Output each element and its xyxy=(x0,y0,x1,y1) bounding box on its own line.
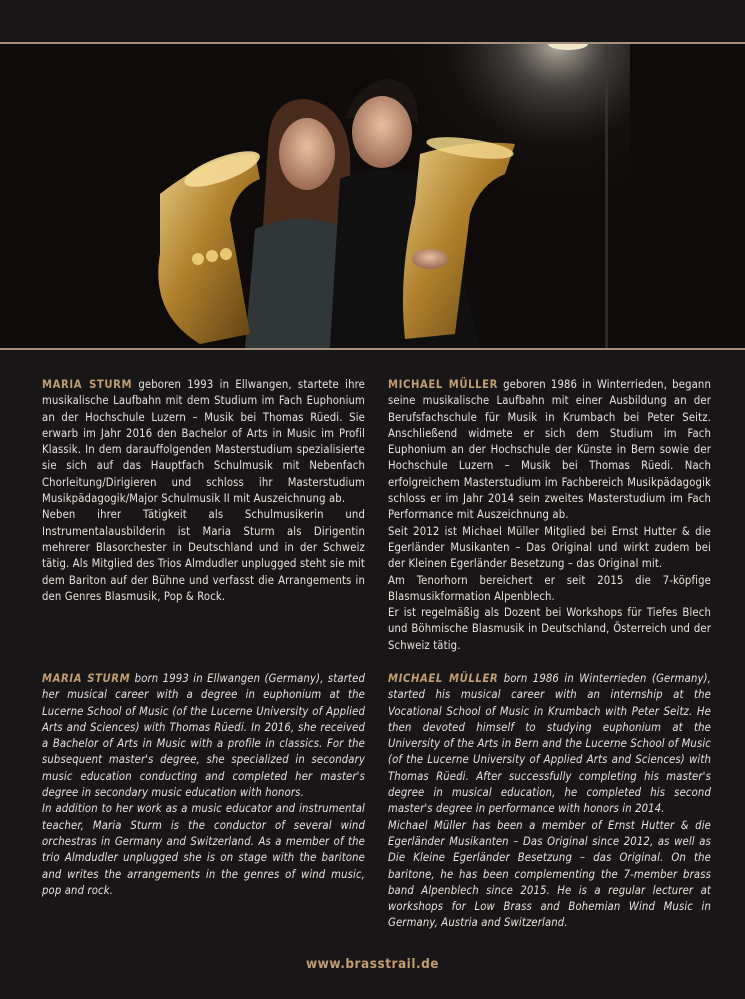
bio-paragraph: In addition to her work as a music educator and instrumental teacher, Maria Sturm is the conductor of several wind orchestras in Germany and Switzerland. As a member of the trio Almdudler unplugged she is on stage with the baritone and writes the arrangements in the genres of wind music, pop and rock. xyxy=(42,802,365,897)
bio-name: MICHAEL MÜLLER xyxy=(388,378,498,391)
bio-paragraph: Seit 2012 ist Michael Müller Mitglied bei Ernst Hutter & die Egerländer Musikanten – Das Original und wirkt zudem bei der Kleinen Egerländer Besetzung – das Original mit. xyxy=(388,524,711,571)
hero-photo xyxy=(0,44,745,348)
bio-paragraph: Er ist regelmäßig als Dozent bei Workshops für Tiefes Blech und Böhmische Blasmusik in Deutschland, Österreich und der Schweiz tätig. xyxy=(388,606,711,652)
bio-paragraph: MICHAEL MÜLLER born 1986 in Winterrieden (Germany), started his musical career with an internship at the Vocational School of Music in Krumbach with Peter Seitz. He then devoted himself to studying euphonium at the University of the Arts in Bern and the Lucerne School of Music (of the Lucerne University of Applied Arts and Sciences) with Thomas Rüedi. After successfully completing his master's degree in musical education, he completed his second master's degree in performance with honors in 2014. xyxy=(388,672,711,816)
bio-de-maria-sturm xyxy=(42,377,365,605)
website-link[interactable]: www.brasstrail.de xyxy=(305,956,440,972)
bottom-divider xyxy=(0,348,745,350)
bio-en-michael-mueller xyxy=(388,671,711,932)
bio-paragraph: Michael Müller has been a member of Ernst Hutter & die Egerländer Musikanten – Das Original since 2012, as well as Die Kleine Egerländer Besetzung – das Original. On the baritone, he has been complementing the 7-member brass band Alpenblech since 2015. He is a regular lecturer at workshops for Low Brass and Bohemian Wind Music in Germany, Austria and Switzerland. xyxy=(388,818,711,930)
bio-paragraph: MARIA STURM born 1993 in Ellwangen (Germany), started her musical career with a degree in euphonium at the Lucerne School of Music (of the Lucerne University of Applied Arts and Sciences) with Thomas Rüedi. In 2016, she received a Bachelor of Arts in Music with a profile in classics. For the subsequent master's degree, she specialized in secondary music education conducting and completed her master's degree in secondary music education with honors. xyxy=(42,672,365,800)
musicians-photo-illustration xyxy=(0,44,745,348)
bio-en-maria-sturm xyxy=(42,671,365,899)
bio-paragraph: Am Tenorhorn bereichert er seit 2015 die 7-köpfige Blasmusikformation Alpenblech. xyxy=(388,573,711,603)
bio-name: MICHAEL MÜLLER xyxy=(388,672,499,685)
top-band xyxy=(0,0,745,42)
bio-name: MARIA STURM xyxy=(42,672,131,685)
bio-de-michael-mueller xyxy=(388,377,711,654)
bio-paragraph: MARIA STURM geboren 1993 in Ellwangen, startete ihre musikalische Laufbahn mit dem Studium im Fach Euphonium an der Hochschule Luzern – Musik bei Thomas Rüedi. Sie erwarb im Jahr 2016 den Bachelor of Arts in Music im Profil Klassik. In dem darauffolgenden Masterstudium spezialisierte sie sich auf das Hauptfach Schulmusik mit Nebenfach Chorleitung/Dirigieren und schloss ihr Masterstudium Musikpädagogik/Major Schulmusik II mit Auszeichnung ab. xyxy=(42,378,365,506)
bio-name: MARIA STURM xyxy=(42,378,133,391)
bio-paragraph: MICHAEL MÜLLER geboren 1986 in Winterrieden, begann seine musikalische Laufbahn mit einer Ausbildung an der Berufsfachschule für Musik in Krumbach bei Peter Seitz. Anschließend widmete er sich dem Studium im Fach Euphonium an der Hochschule der Künste in Bern sowie der Hochschule Luzern – Musik bei Thomas Rüedi. Nach erfolgreichem Masterstudium im Fachbereich Musikpädagogik schloss er im Jahr 2014 sein zweites Masterstudium im Fach Performance mit Auszeichnung ab. xyxy=(388,378,711,522)
bio-paragraph: Neben ihrer Tätigkeit als Schulmusikerin und Instrumentalausbilderin ist Maria Sturm als Dirigentin mehrerer Blasorchester in Deutschland und in der Schweiz tätig. Als Mitglied des Trios Almdudler unplugged steht sie mit dem Bariton auf der Bühne und verfasst die Arrangements in den Genres Blasmusik, Pop & Rock. xyxy=(42,508,365,603)
